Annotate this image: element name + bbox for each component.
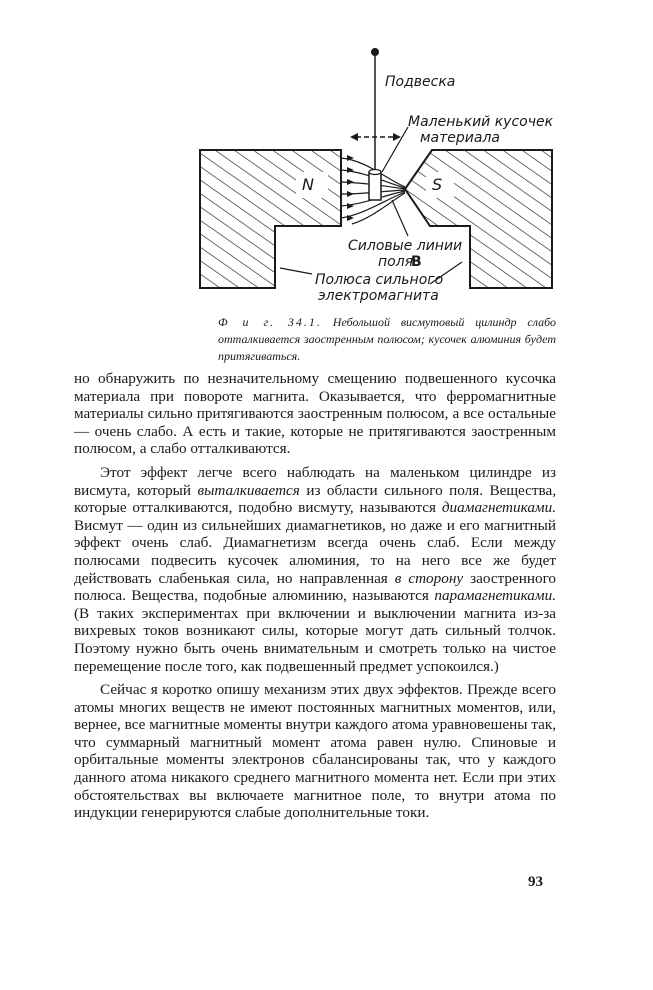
paragraph-1: но обнаружить по незначительному смещению подвешенного кусочка материала при повороте магнита. Оказывается, что ферромагнитные материалы сильно притягиваются заостренным полюсом, а все остальные — очень слабо. А есть и такие, которые не притягиваются заостренным полюсом, а слабо отталкиваются. — [74, 370, 556, 458]
bismuth-cylinder — [369, 172, 381, 200]
paragraph-2: Этот эффект легче всего наблюдать на маленьком цилиндре из висмута, который выталкивается из области сильного поля. Вещества, которые отталкиваются, подобно висмуту, называются диамагнетиками. Висмут — один из сильнейших диамагнетиков, но даже и его магнитный эффект очень слаб. Диамагнетизм всегда очень слаб. Если между полюсами подвесить кусочек алюминия, то на него все же будет действовать слабенькая сила, но направленная в сторону заостренного полюса. Вещества, подобные алюминию, называются парамагнетиками. (В таких экспериментах при включении и выключении магнита из-за вихревых токов возникают силы, которые могут дать сильный толчок. Поэтому нужно быть очень внимательным и смотреть только на чистое перемещение после того, как подвешенный предмет успокоился.) — [74, 463, 557, 675]
caption-figure-number: Ф и г. 34.1. — [218, 315, 322, 329]
electromagnet-figure — [0, 0, 653, 310]
label-north-pole: N — [302, 175, 314, 194]
page-number: 93 — [528, 874, 543, 890]
label-suspension: Подвеска — [385, 74, 456, 90]
label-small-piece-line2: материала — [420, 130, 501, 146]
label-field-lines-line2: поля — [378, 254, 414, 270]
label-south-pole: S — [432, 175, 443, 194]
north-pole-piece — [200, 150, 341, 288]
caption-text: Небольшой висмутовый цилиндр слабо отталкивается заостренным полюсом; кусочек алюминия будет притягиваться. — [218, 315, 556, 363]
label-poles-line1: Полюса сильного — [315, 272, 444, 288]
field-line-arrows — [347, 155, 354, 221]
south-pole-piece — [405, 150, 552, 288]
body-text — [74, 370, 556, 822]
label-field-lines-line1: Силовые линии — [348, 238, 463, 254]
label-poles-line2: электромагнита — [318, 288, 439, 304]
term-diamagnetics: диамагнетиками. — [441, 499, 556, 517]
label-small-piece-line1: Маленький кусочек — [408, 114, 554, 130]
term-repelled: выталкивается — [197, 481, 300, 499]
label-field-symbol: B — [411, 254, 422, 270]
term-paramagnetics: парамагнетиками. — [434, 587, 556, 605]
paragraph-3: Сейчас я коротко опишу механизм этих двух эффектов. Прежде всего атомы многих веществ не имеют постоянных магнитных моментов, или, вернее, все магнитные моменты внутри каждого атома уравновешены так, что суммарный магнитный момент атома равен нулю. Спиновые и орбитальные моменты электронов сбалансированы так, что у каждого данного атома никакого среднего магнитного момента нет. Если при этих обстоятельствах вы включаете магнитное поле, то внутри атома по индукции генерируются слабые дополнительные токи. — [74, 681, 556, 822]
figure-caption — [218, 314, 556, 365]
term-towards: в сторону — [394, 569, 464, 587]
